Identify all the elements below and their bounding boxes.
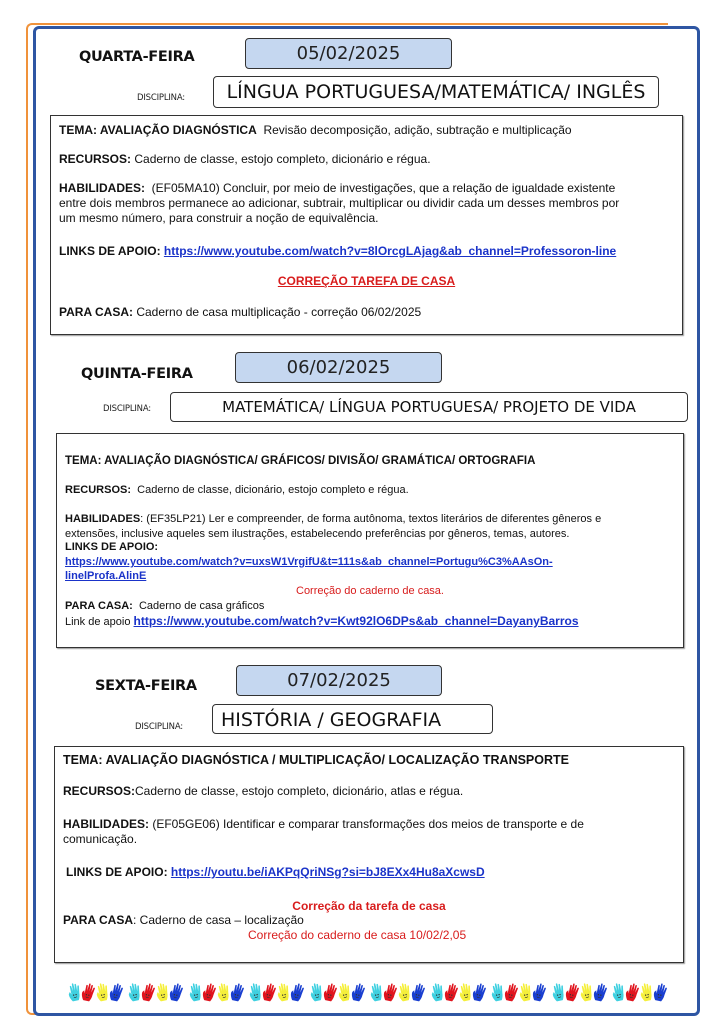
hand-prints-border: [66, 982, 666, 1004]
para-casa-label: PARA CASA:: [59, 305, 133, 319]
para-casa-label: PARA CASA: [63, 913, 134, 927]
para-casa-line: [65, 600, 264, 613]
hand-icon: [531, 982, 547, 1002]
hand-group: [368, 982, 424, 1004]
disciplina-box: HISTÓRIA / GEOGRAFIA: [212, 704, 493, 734]
hand-group: [429, 982, 485, 1004]
hand-group: [247, 982, 303, 1004]
tema-line: [59, 123, 572, 138]
correcao-note: Correção do caderno de casa 10/02/2,05: [248, 928, 467, 942]
habilidades-line-1: [65, 513, 601, 526]
hand-icon: [108, 982, 124, 1002]
hand-group: [489, 982, 545, 1004]
support-link-line-1[interactable]: https://www.youtube.com/watch?v=uxsW1VrgifU&t=111s&ab_channel=Portugu%C3%AAsOn-: [65, 556, 553, 568]
tema-line: TEMA: AVALIAÇÃO DIAGNÓSTICA / MULTIPLICAÇÃO/ LOCALIZAÇÃO TRANSPORTE: [63, 753, 569, 767]
recursos-text: Caderno de classe, estojo completo, dicionário e régua.: [134, 152, 431, 166]
link2-line: [65, 615, 579, 629]
support-link[interactable]: https://www.youtube.com/watch?v=8lOrcgLAjag&ab_channel=Professoron-line: [163, 244, 617, 258]
habilidades-line-2: entre dois membros permanece ao adicionar, subtrair, multiplicar ou dividir cada um desses membros por: [59, 196, 620, 210]
tema-text: Revisão decomposição, adição, subtração e multiplicação: [263, 123, 572, 137]
disciplina-label: DISCIPLINA:: [135, 722, 183, 732]
tema-line: TEMA: AVALIAÇÃO DIAGNÓSTICA/ GRÁFICOS/ DIVISÃO/ GRAMÁTICA/ ORTOGRAFIA: [65, 455, 536, 467]
support-link-line-2[interactable]: linelProfa.AlinE: [65, 570, 147, 582]
day-label: QUARTA-FEIRA: [79, 49, 195, 65]
recursos-label: RECURSOS:: [63, 784, 136, 798]
para-casa-text: Caderno de casa gráficos: [138, 600, 265, 612]
disciplina-box: MATEMÁTICA/ LÍNGUA PORTUGUESA/ PROJETO DE VIDA: [170, 392, 688, 422]
hand-group: [126, 982, 182, 1004]
hand-group: [550, 982, 606, 1004]
hand-icon: [350, 982, 366, 1002]
habilidades-text: : (EF35LP21) Ler e compreender, de forma autônoma, textos literários de diferentes gêneros e: [140, 513, 602, 525]
habilidades-line-2: extensões, inclusive aqueles sem ilustrações, estabelecendo preferências por gêneros, temas, autores.: [65, 528, 570, 540]
lesson-content-box: [50, 115, 683, 335]
para-casa-text: Caderno de casa multiplicação - correção 06/02/2025: [136, 305, 422, 319]
correcao-note: Correção do caderno de casa.: [296, 585, 444, 597]
para-casa-text: : Caderno de casa – localização: [133, 913, 304, 927]
links-line: [66, 865, 485, 880]
hand-icon: [229, 982, 245, 1002]
recursos-line: [63, 784, 463, 799]
recursos-line: [59, 152, 431, 167]
tema-label: TEMA: AVALIAÇÃO DIAGNÓSTICA: [59, 123, 257, 137]
para-casa-label: PARA CASA:: [65, 600, 133, 612]
correcao-heading: CORREÇÃO TAREFA DE CASA: [277, 274, 456, 288]
link2-label: Link de apoio: [65, 616, 131, 628]
disciplina-box: LÍNGUA PORTUGUESA/MATEMÁTICA/ INGLÊS: [213, 76, 659, 108]
para-casa-line: [63, 913, 304, 928]
habilidades-text: (EF05MA10) Concluir, por meio de investigações, que a relação de igualdade existente: [151, 181, 616, 195]
hand-group: [610, 982, 666, 1004]
hand-icon: [410, 982, 426, 1002]
links-label: LINKS DE APOIO:: [66, 865, 168, 879]
date-box: 06/02/2025: [235, 352, 442, 383]
recursos-line: [65, 484, 409, 497]
habilidades-text: (EF05GE06) Identificar e comparar transformações dos meios de transporte e de: [152, 817, 584, 831]
habilidades-label: HABILIDADES: [65, 513, 141, 525]
support-link-2[interactable]: https://www.youtube.com/watch?v=Kwt92lO6DPs&ab_channel=DayanyBarros: [133, 614, 579, 628]
correcao-heading: Correção da tarefa de casa: [292, 899, 446, 913]
hand-group: [66, 982, 122, 1004]
hand-icon: [289, 982, 305, 1002]
habilidades-line-2: comunicação.: [63, 832, 138, 846]
day-label: SEXTA-FEIRA: [95, 678, 197, 694]
hand-icon: [652, 982, 668, 1002]
day-label: QUINTA-FEIRA: [81, 366, 193, 382]
support-link[interactable]: https://youtu.be/iAKPqQriNSg?si=bJ8EXx4Hu8aXcwsD: [170, 865, 485, 879]
habilidades-line-1: [59, 181, 615, 196]
date-box: 05/02/2025: [245, 38, 452, 69]
recursos-text: Caderno de classe, estojo completo, dicionário, atlas e régua.: [135, 784, 464, 798]
hand-group: [187, 982, 243, 1004]
habilidades-line-3: um mesmo número, para construir a noção de equivalência.: [59, 211, 379, 225]
habilidades-line-1: [63, 817, 584, 832]
recursos-label: RECURSOS:: [59, 152, 132, 166]
hand-group: [308, 982, 364, 1004]
lesson-content-box: [54, 746, 684, 963]
recursos-label: RECURSOS:: [65, 484, 132, 496]
disciplina-label: DISCIPLINA:: [103, 404, 151, 414]
disciplina-label: DISCIPLINA:: [137, 93, 185, 103]
hand-icon: [168, 982, 184, 1002]
links-label: LINKS DE APOIO:: [59, 244, 161, 258]
habilidades-label: HABILIDADES:: [59, 181, 145, 195]
habilidades-label: HABILIDADES:: [63, 817, 149, 831]
recursos-text: Caderno de classe, dicionário, estojo completo e régua.: [137, 484, 409, 496]
lesson-content-box: [56, 433, 684, 648]
links-line: [59, 244, 616, 259]
hand-icon: [471, 982, 487, 1002]
para-casa-line: [59, 305, 421, 320]
hand-icon: [592, 982, 608, 1002]
links-label: LINKS DE APOIO:: [65, 541, 159, 553]
date-box: 07/02/2025: [236, 665, 442, 696]
